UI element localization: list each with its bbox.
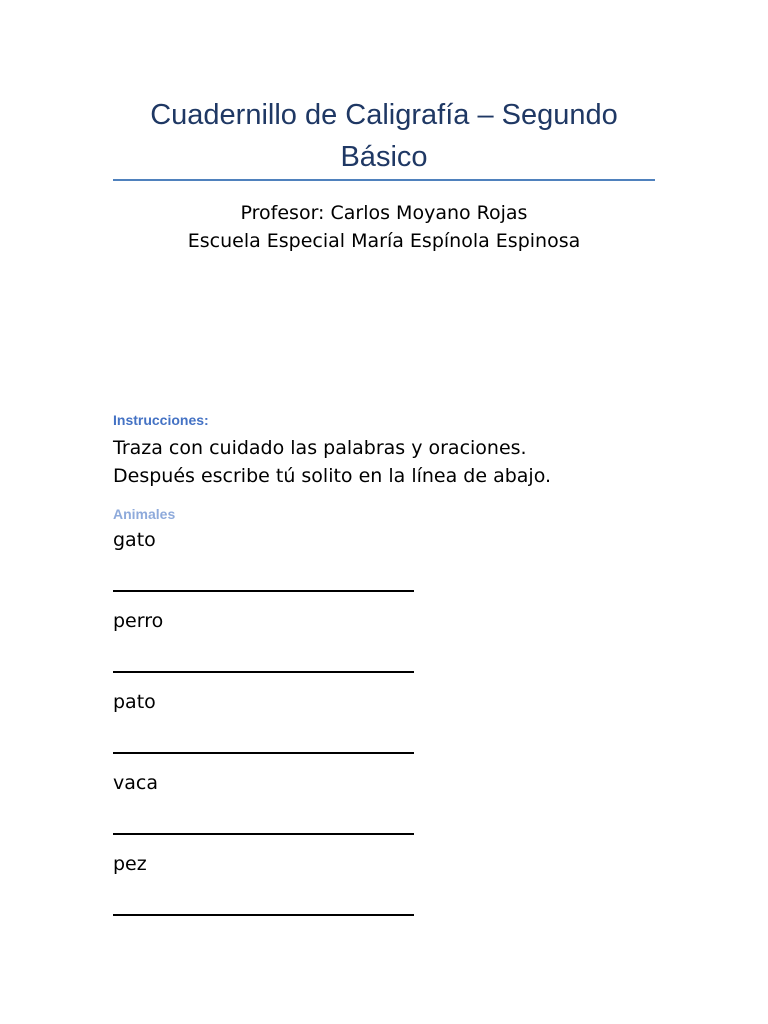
word-practice-list [113, 528, 433, 933]
practice-item [113, 528, 433, 609]
practice-item [113, 609, 433, 690]
page-title: Cuadernillo de Caligrafía – Segundo Básico [150, 99, 618, 173]
practice-word: pato [113, 691, 156, 713]
practice-word: gato [113, 529, 156, 551]
writing-line [113, 914, 414, 916]
practice-item [113, 690, 433, 771]
practice-item [113, 771, 433, 852]
writing-line [113, 752, 414, 754]
practice-word: perro [113, 610, 164, 632]
practice-word: vaca [113, 772, 158, 794]
instructions-line-2: Después escribe tú solito en la línea de abajo. [113, 465, 552, 487]
practice-word: pez [113, 853, 147, 875]
section-heading-animales: Animales [113, 506, 176, 522]
instructions-line-1: Traza con cuidado las palabras y oraciones. [113, 437, 527, 459]
school-name: Escuela Especial María Espínola Espinosa [187, 230, 581, 252]
subtitle-block [113, 199, 655, 255]
writing-line [113, 833, 414, 835]
instructions-label: Instrucciones: [113, 412, 209, 428]
writing-line [113, 671, 414, 673]
instructions-text [113, 434, 551, 490]
writing-line [113, 590, 414, 592]
teacher-name: Profesor: Carlos Moyano Rojas [240, 202, 528, 224]
practice-item [113, 852, 433, 933]
title-divider [113, 179, 655, 181]
